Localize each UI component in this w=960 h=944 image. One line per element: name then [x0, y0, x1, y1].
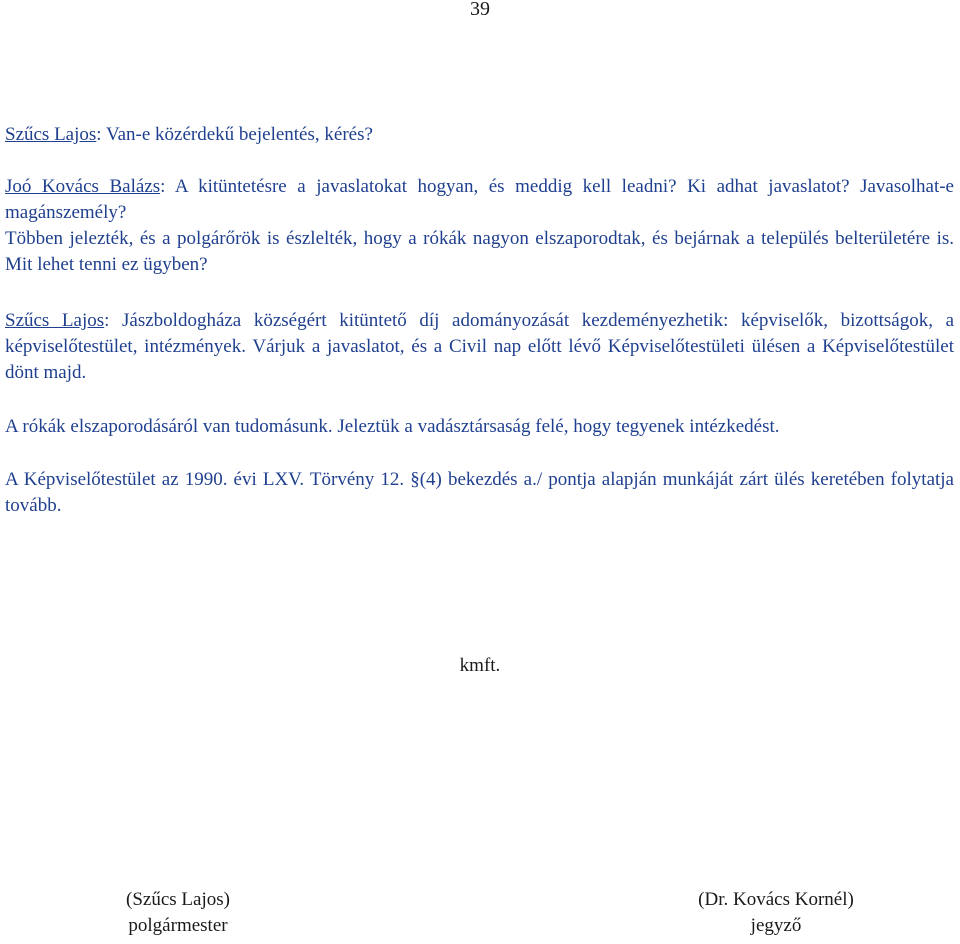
signature-name: (Szűcs Lajos) [126, 889, 230, 910]
page-number: 39 [470, 0, 490, 20]
paragraph-text: : Jászboldogháza községért kitüntető díj adományozását kezdeményezhetik: képviselők, bizottságok, a képviselőtestület, intézmények. Várjuk a javaslatot, és a Civil nap előtt lévő Képviselőtestületi ülésen a Képviselőtestület dönt majd. [5, 310, 954, 383]
paragraph-foxes [5, 414, 954, 440]
paragraph-public-interest [5, 122, 954, 148]
speaker-name: Szűcs Lajos [5, 124, 97, 145]
paragraph-text: : A kitüntetésre a javaslatokat hogyan, és meddig kell leadni? Ki adhat javaslatot? Javasolhat-e magánszemély? [5, 176, 954, 223]
paragraph-answer [5, 308, 954, 386]
paragraph-closed-session [5, 467, 954, 519]
kmft-mark: kmft. [459, 655, 501, 676]
signature-title: polgármester [128, 915, 228, 936]
paragraph-question [5, 174, 954, 278]
signature-right [656, 887, 896, 939]
signature-title: jegyző [750, 915, 802, 936]
paragraph-text: : Van-e közérdekű bejelentés, kérés? [96, 124, 373, 145]
signature-name: (Dr. Kovács Kornél) [698, 889, 854, 910]
paragraph-text: Többen jelezték, és a polgárőrök is észlelték, hogy a rókák nagyon elszaporodtak, és bejárnak a település belterületére is. Mit lehet tenni ez ügyben? [5, 228, 954, 275]
speaker-name: Szűcs Lajos [5, 310, 105, 331]
speaker-name: Joó Kovács Balázs [5, 176, 161, 197]
paragraph-text: A Képviselőtestület az 1990. évi LXV. Törvény 12. §(4) bekezdés a./ pontja alapján munkáját zárt ülés keretében folytatja tovább. [5, 469, 954, 516]
signature-left [58, 887, 298, 939]
paragraph-text: A rókák elszaporodásáról van tudomásunk. Jeleztük a vadásztársaság felé, hogy tegyenek intézkedést. [5, 416, 780, 437]
